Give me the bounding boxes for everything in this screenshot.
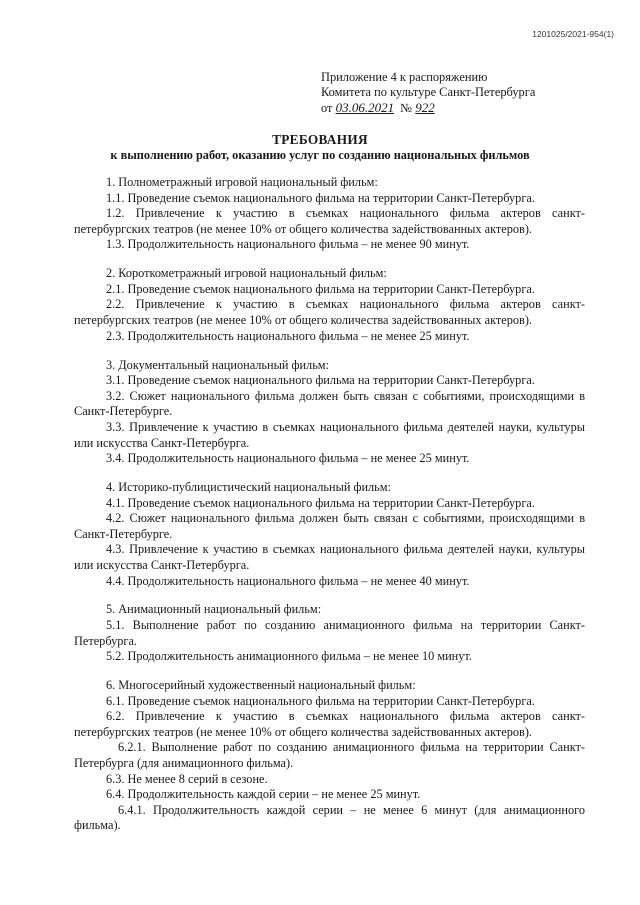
document-title: ТРЕБОВАНИЯ — [272, 132, 368, 147]
annex-line-1: Приложение 4 к распоряжению — [321, 70, 488, 84]
requirement-item: 6.4. Продолжительность каждой серии – не менее 25 минут. — [106, 787, 421, 802]
requirement-item: 5.1. Выполнение работ по созданию анимационного фильма на территории Санкт-Петербурга. — [74, 618, 585, 648]
section-heading: 1. Полнометражный игровой национальный фильм: — [106, 175, 378, 189]
document-registration-number: 1201025/2021-954(1) — [532, 29, 614, 39]
requirement-item: 4.2. Сюжет национального фильма должен быть связан с событиями, происходящими в Санкт-Петербурге. — [74, 511, 585, 541]
requirement-item: 3.1. Проведение съемок национального фильма на территории Санкт-Петербурга. — [106, 373, 535, 388]
section-3 — [74, 358, 585, 467]
section-heading: 4. Историко-публицистический национальный фильм: — [106, 479, 391, 494]
requirement-item: 1.2. Привлечение к участию в съемках национального фильма актеров санкт-петербургских театров (не менее 10% от общего количества задействованных актеров). — [74, 206, 585, 236]
document-subtitle: к выполнению работ, оказанию услуг по созданию национальных фильмов — [110, 148, 530, 162]
requirement-item: 6.3. Не менее 8 серий в сезоне. — [106, 771, 268, 786]
requirement-item: 3.2. Сюжет национального фильма должен быть связан с событиями, происходящими в Санкт-Петербурге. — [74, 388, 585, 419]
requirement-item: 3.4. Продолжительность национального фильма – не менее 25 минут. — [106, 451, 470, 466]
requirement-item: 1.1. Проведение съемок национального фильма на территории Санкт-Петербурга. — [106, 190, 535, 205]
section-heading: 3. Документальный национальный фильм: — [106, 357, 330, 372]
handwritten-number: 922 — [415, 100, 435, 116]
number-prefix: № — [400, 101, 413, 116]
requirement-item: 1.3. Продолжительность национального фильма – не менее 90 минут. — [106, 237, 470, 252]
section-heading: 6. Многосерийный художественный национальный фильм: — [106, 678, 416, 693]
annex-line-2: Комитета по культуре Санкт-Петербурга — [321, 85, 536, 100]
requirement-subitem: 6.4.1. Продолжительность каждой серии – не менее 6 минут (для анимационного фильма). — [74, 802, 585, 833]
requirements-list — [74, 175, 585, 847]
requirement-item: 6.2. Привлечение к участию в съемках национального фильма актеров санкт-петербургских театров (не менее 10% от общего количества задействованных актеров). — [74, 709, 585, 739]
requirement-item: 6.1. Проведение съемок национального фильма на территории Санкт-Петербурга. — [106, 693, 535, 708]
requirement-subitem: 6.2.1. Выполнение работ по созданию анимационного фильма на территории Санкт-Петербурга (для анимационного фильма). — [74, 740, 585, 771]
requirement-item: 2.3. Продолжительность национального фильма – не менее 25 минут. — [106, 328, 470, 343]
requirement-item: 2.2. Привлечение к участию в съемках национального фильма актеров санкт-петербургских театров (не менее 10% от общего количества задействованных актеров). — [74, 297, 585, 328]
section-4 — [74, 480, 585, 589]
requirement-item: 4.4. Продолжительность национального фильма – не менее 40 минут. — [106, 573, 470, 588]
section-heading: 5. Анимационный национальный фильм: — [106, 602, 322, 617]
section-heading: 2. Короткометражный игровой национальный фильм: — [106, 266, 387, 281]
requirement-item: 2.1. Проведение съемок национального фильма на территории Санкт-Петербурга. — [106, 281, 535, 296]
handwritten-date: 03.06.2021 — [335, 100, 395, 116]
requirement-item: 3.3. Привлечение к участию в съемках национального фильма деятелей науки, культуры или искусства Санкт-Петербурга. — [74, 419, 585, 450]
section-5 — [74, 602, 585, 664]
requirement-item: 4.1. Проведение съемок национального фильма на территории Санкт-Петербурга. — [106, 495, 535, 510]
annex-block — [321, 70, 535, 117]
section-2 — [74, 266, 585, 344]
annex-date-line — [321, 100, 535, 116]
requirement-item: 4.3. Привлечение к участию в съемках национального фильма деятелей науки, культуры или искусства Санкт-Петербурга. — [74, 542, 585, 572]
section-1 — [74, 175, 585, 253]
date-prefix: от — [321, 101, 333, 116]
section-6 — [74, 678, 585, 834]
requirement-item: 5.2. Продолжительность анимационного фильма – не менее 10 минут. — [106, 649, 472, 664]
